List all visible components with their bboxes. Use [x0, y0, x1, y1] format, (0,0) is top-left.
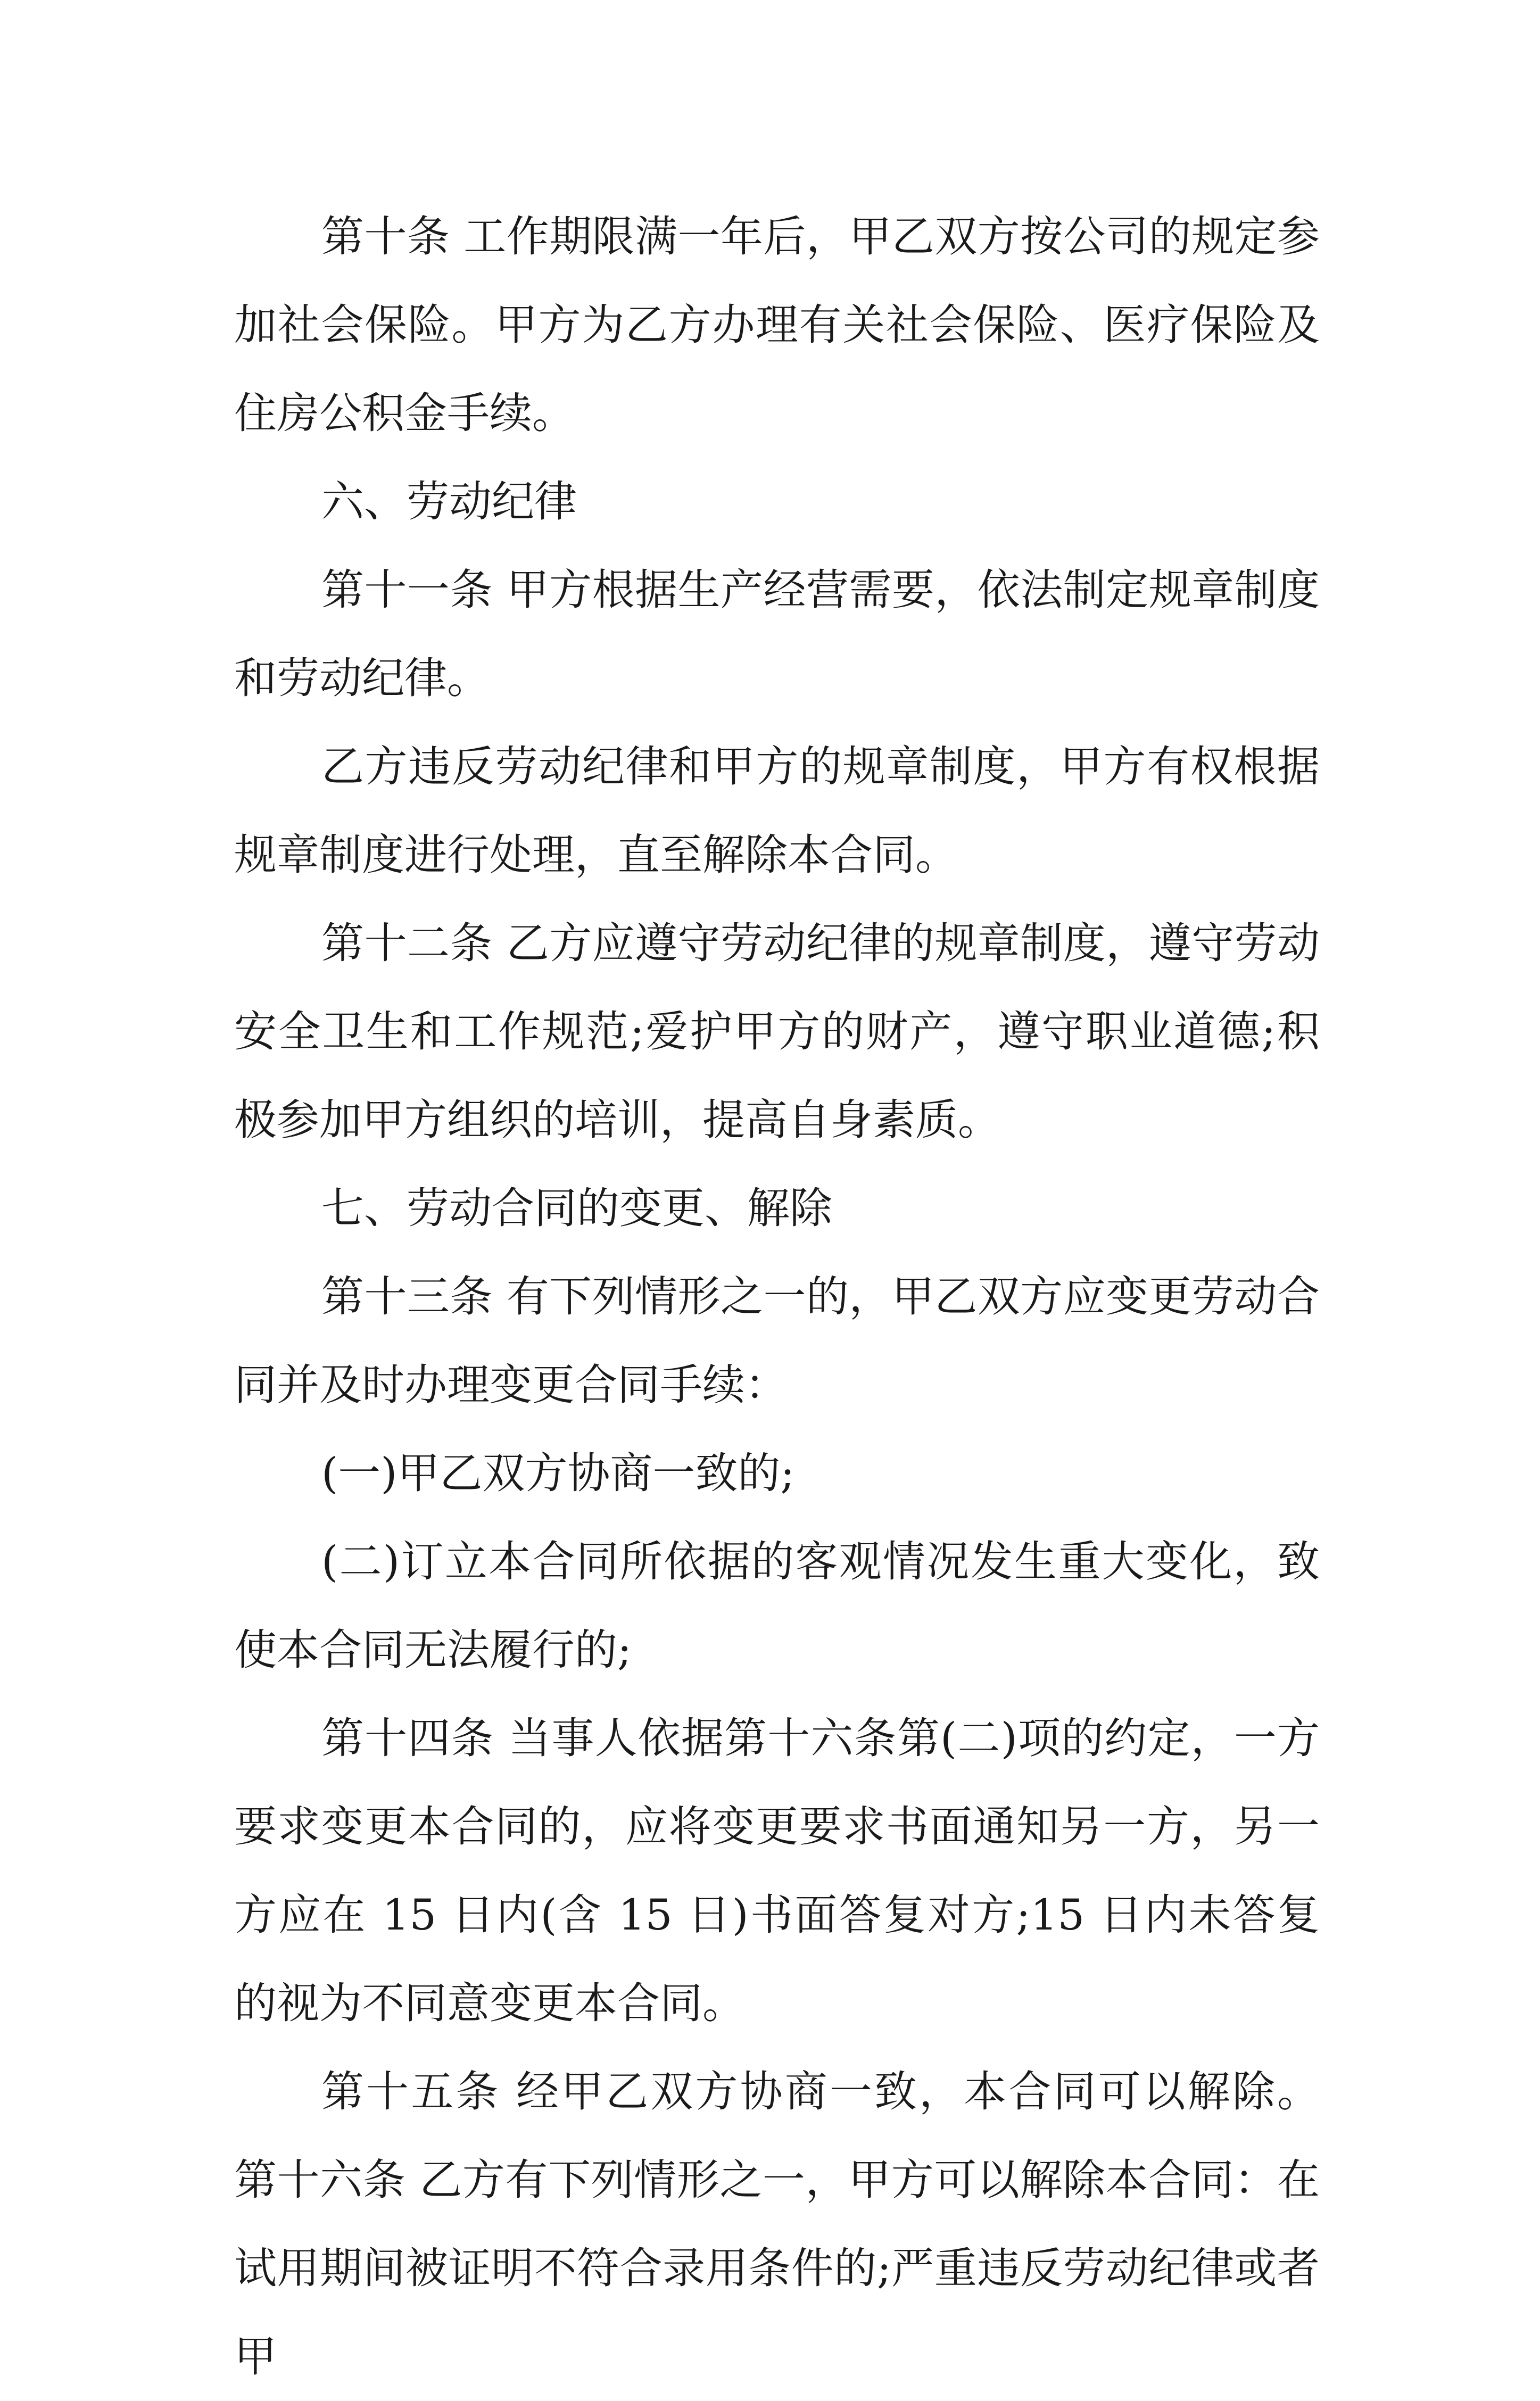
paragraph-article-14: 第十四条 当事人依据第十六条第(二)项的约定，一方要求变更本合同的，应将变更要求书面通知另一方，另一方应在 15 日内(含 15 日)书面答复对方;15 日内未答复的视为不同意变更本合同。 — [234, 1713, 1320, 2028]
list-item-2: (二)订立本合同所依据的客观情况发生重大变化，致使本合同无法履行的; — [234, 1537, 1320, 1675]
section-heading-contract-change: 七、劳动合同的变更、解除 — [321, 1183, 832, 1233]
paragraph-article-13: 第十三条 有下列情形之一的，甲乙双方应变更劳动合同并及时办理变更合同手续： — [234, 1272, 1320, 1410]
section-heading-labor-discipline: 六、劳动纪律 — [321, 477, 577, 526]
paragraph-article-11: 第十一条 甲方根据生产经营需要，依法制定规章制度和劳动纪律。 — [234, 565, 1320, 703]
paragraph-discipline-violation: 乙方违反劳动纪律和甲方的规章制度，甲方有权根据规章制度进行处理，直至解除本合同。 — [234, 742, 1320, 880]
paragraph-article-10: 第十条 工作期限满一年后，甲乙双方按公司的规定参加社会保险。甲方为乙方办理有关社会保险、医疗保险及住房公积金手续。 — [234, 212, 1320, 438]
paragraph-article-12: 第十二条 乙方应遵守劳动纪律的规章制度，遵守劳动安全卫生和工作规范;爱护甲方的财产，遵守职业道德;积极参加甲方组织的培训，提高自身素质。 — [234, 918, 1320, 1145]
list-item-1: (一)甲乙双方协商一致的; — [321, 1448, 795, 1498]
document-body — [234, 193, 1320, 2401]
paragraph-article-15-16: 第十五条 经甲乙双方协商一致，本合同可以解除。 第十六条 乙方有下列情形之一，甲方可以解除本合同：在试用期间被证明不符合录用条件的;严重违反劳动纪律或者甲 — [234, 2067, 1320, 2381]
